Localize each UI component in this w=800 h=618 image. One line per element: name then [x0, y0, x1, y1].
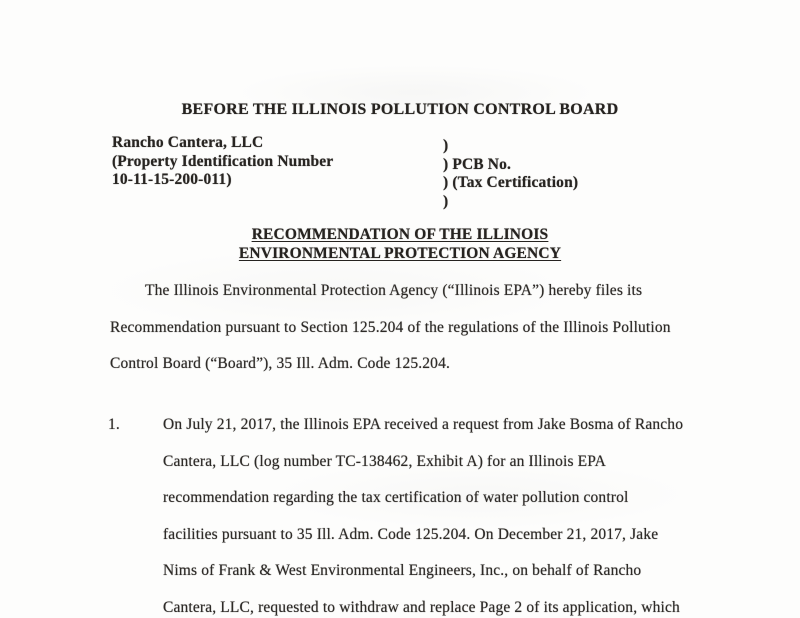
property-id-label: (Property Identification Number: [112, 152, 334, 170]
caption-paren: ): [443, 137, 449, 154]
list-item-number: 1.: [108, 416, 120, 433]
item-1-line: Cantera, LLC, requested to withdraw and replace Page 2 of its application, which: [163, 598, 680, 616]
intro-line: The Illinois Environmental Protection Agency (“Illinois EPA”) hereby files its: [145, 282, 643, 299]
recommendation-heading-line1: RECOMMENDATION OF THE ILLINOIS: [251, 226, 549, 243]
item-1-line: facilities pursuant to 35 Ill. Adm. Code 125.204. On December 21, 2017, Jake: [163, 525, 659, 543]
property-id-number: 10-11-15-200-011): [112, 171, 232, 188]
party-name: Rancho Cantera, LLC: [112, 134, 264, 151]
case-caption-docket-block: [443, 137, 578, 211]
pcb-number-line: ) PCB No.: [443, 155, 512, 173]
caption-paren: ): [443, 192, 449, 210]
list-item-1-body: [163, 415, 763, 618]
case-caption-party-block: [112, 134, 333, 190]
tax-certification-line: ) (Tax Certification): [443, 174, 579, 191]
recommendation-heading: [0, 226, 800, 264]
item-1-line: On July 21, 2017, the Illinois EPA received a request from Jake Bosma of Rancho: [163, 416, 684, 433]
item-1-line: Cantera, LLC (log number TC-138462, Exhibit A) for an Illinois EPA: [163, 452, 606, 470]
intro-line: Recommendation pursuant to Section 125.204 of the regulations of the Illinois Pollution: [110, 318, 671, 336]
intro-line: Control Board (“Board”), 35 Ill. Adm. Code 125.204.: [110, 355, 450, 373]
item-1-line: recommendation regarding the tax certification of water pollution control: [163, 489, 629, 507]
recommendation-heading-line2: ENVIRONMENTAL PROTECTION AGENCY: [238, 244, 562, 262]
document-title: BEFORE THE ILLINOIS POLLUTION CONTROL BOARD: [181, 101, 619, 118]
item-1-line: Nims of Frank & West Environmental Engineers, Inc., on behalf of Rancho: [163, 562, 642, 580]
introduction-paragraph: [110, 281, 750, 391]
